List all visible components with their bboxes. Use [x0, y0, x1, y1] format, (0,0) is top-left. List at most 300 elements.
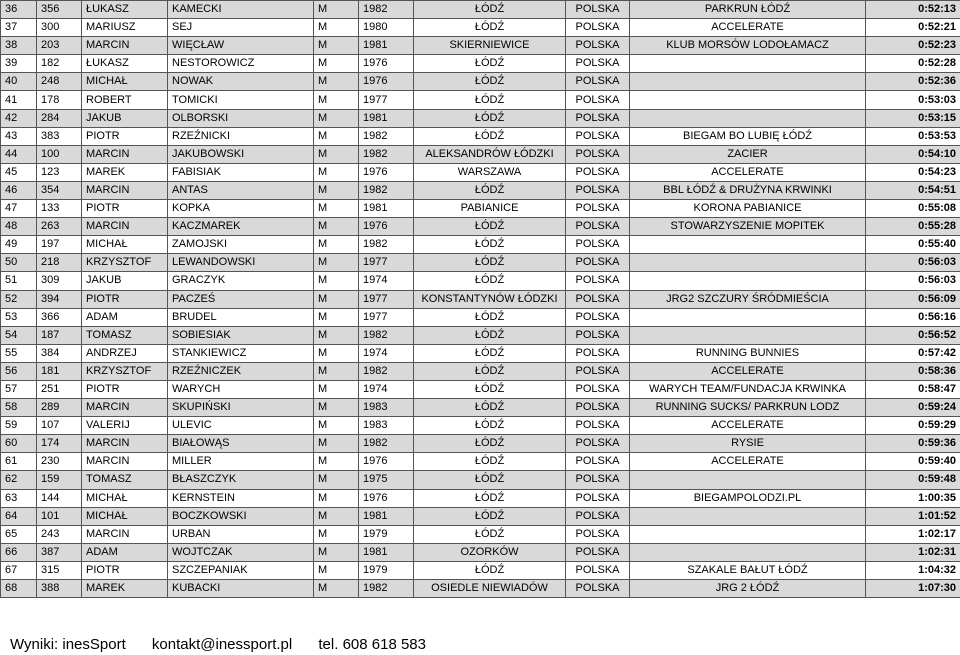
city-cell: ŁÓDŹ	[414, 417, 566, 435]
place-cell: 61	[1, 453, 37, 471]
country-cell: POLSKA	[566, 380, 630, 398]
table-row	[1, 163, 960, 181]
bib-cell: 218	[37, 254, 82, 272]
club-cell: ACCELERATE	[630, 163, 866, 181]
table-row	[1, 181, 960, 199]
bib-cell: 133	[37, 200, 82, 218]
place-cell: 68	[1, 580, 37, 598]
bib-cell: 248	[37, 73, 82, 91]
city-cell: ŁÓDŹ	[414, 453, 566, 471]
place-cell: 41	[1, 91, 37, 109]
first-name-cell: JAKUB	[82, 109, 168, 127]
city-cell: ŁÓDŹ	[414, 326, 566, 344]
country-cell: POLSKA	[566, 417, 630, 435]
bib-cell: 387	[37, 543, 82, 561]
last-name-cell: RZEŹNICZEK	[168, 362, 314, 380]
first-name-cell: ADAM	[82, 308, 168, 326]
first-name-cell: ANDRZEJ	[82, 344, 168, 362]
club-cell	[630, 91, 866, 109]
bib-cell: 203	[37, 37, 82, 55]
club-cell	[630, 55, 866, 73]
table-row	[1, 290, 960, 308]
bib-cell: 178	[37, 91, 82, 109]
country-cell: POLSKA	[566, 109, 630, 127]
bib-cell: 197	[37, 236, 82, 254]
city-cell: ŁÓDŹ	[414, 109, 566, 127]
time-cell: 0:57:42	[866, 344, 960, 362]
last-name-cell: WARYCH	[168, 380, 314, 398]
first-name-cell: MAREK	[82, 163, 168, 181]
footer-contact-email[interactable]: kontakt@inessport.pl	[151, 636, 293, 653]
first-name-cell: MARCIN	[82, 435, 168, 453]
place-cell: 56	[1, 362, 37, 380]
city-cell: ŁÓDŹ	[414, 91, 566, 109]
place-cell: 59	[1, 417, 37, 435]
time-cell: 0:54:23	[866, 163, 960, 181]
table-row	[1, 344, 960, 362]
table-row	[1, 507, 960, 525]
country-cell: POLSKA	[566, 580, 630, 598]
birth-year-cell: 1982	[359, 145, 414, 163]
country-cell: POLSKA	[566, 326, 630, 344]
sex-cell: M	[314, 290, 359, 308]
sex-cell: M	[314, 236, 359, 254]
time-cell: 0:56:03	[866, 272, 960, 290]
country-cell: POLSKA	[566, 525, 630, 543]
city-cell: OZORKÓW	[414, 543, 566, 561]
place-cell: 58	[1, 399, 37, 417]
city-cell: ŁÓDŹ	[414, 236, 566, 254]
bib-cell: 315	[37, 561, 82, 579]
country-cell: POLSKA	[566, 145, 630, 163]
city-cell: ŁÓDŹ	[414, 218, 566, 236]
time-cell: 1:01:52	[866, 507, 960, 525]
last-name-cell: JAKUBOWSKI	[168, 145, 314, 163]
table-row	[1, 399, 960, 417]
time-cell: 0:55:40	[866, 236, 960, 254]
bib-cell: 123	[37, 163, 82, 181]
birth-year-cell: 1982	[359, 1, 414, 19]
country-cell: POLSKA	[566, 37, 630, 55]
country-cell: POLSKA	[566, 272, 630, 290]
country-cell: POLSKA	[566, 471, 630, 489]
club-cell: KORONA PABIANICE	[630, 200, 866, 218]
birth-year-cell: 1974	[359, 344, 414, 362]
time-cell: 0:52:13	[866, 1, 960, 19]
birth-year-cell: 1976	[359, 163, 414, 181]
footer-phone: tel. 608 618 583	[318, 636, 426, 653]
club-cell: KLUB MORSÓW LODOŁAMACZ	[630, 37, 866, 55]
birth-year-cell: 1983	[359, 417, 414, 435]
time-cell: 1:02:31	[866, 543, 960, 561]
time-cell: 0:53:03	[866, 91, 960, 109]
time-cell: 0:52:21	[866, 19, 960, 37]
club-cell: WARYCH TEAM/FUNDACJA KRWINKA	[630, 380, 866, 398]
table-row	[1, 127, 960, 145]
birth-year-cell: 1976	[359, 73, 414, 91]
table-row	[1, 362, 960, 380]
last-name-cell: BŁASZCZYK	[168, 471, 314, 489]
last-name-cell: WIĘCŁAW	[168, 37, 314, 55]
time-cell: 0:56:52	[866, 326, 960, 344]
club-cell	[630, 254, 866, 272]
birth-year-cell: 1976	[359, 218, 414, 236]
sex-cell: M	[314, 507, 359, 525]
first-name-cell: MARCIN	[82, 525, 168, 543]
last-name-cell: RZEŹNICKI	[168, 127, 314, 145]
time-cell: 1:04:32	[866, 561, 960, 579]
country-cell: POLSKA	[566, 290, 630, 308]
place-cell: 53	[1, 308, 37, 326]
table-row	[1, 236, 960, 254]
first-name-cell: ROBERT	[82, 91, 168, 109]
club-cell: BIEGAM BO LUBIĘ ŁÓDŹ	[630, 127, 866, 145]
sex-cell: M	[314, 525, 359, 543]
time-cell: 0:58:36	[866, 362, 960, 380]
sex-cell: M	[314, 91, 359, 109]
footer	[10, 636, 448, 653]
time-cell: 0:54:51	[866, 181, 960, 199]
first-name-cell: TOMASZ	[82, 471, 168, 489]
first-name-cell: MARIUSZ	[82, 19, 168, 37]
bib-cell: 230	[37, 453, 82, 471]
table-row	[1, 91, 960, 109]
sex-cell: M	[314, 1, 359, 19]
place-cell: 62	[1, 471, 37, 489]
bib-cell: 384	[37, 344, 82, 362]
place-cell: 60	[1, 435, 37, 453]
last-name-cell: SKUPIŃSKI	[168, 399, 314, 417]
table-row	[1, 561, 960, 579]
club-cell	[630, 525, 866, 543]
time-cell: 0:58:47	[866, 380, 960, 398]
table-row	[1, 200, 960, 218]
country-cell: POLSKA	[566, 91, 630, 109]
table-row	[1, 19, 960, 37]
last-name-cell: KUBACKI	[168, 580, 314, 598]
place-cell: 65	[1, 525, 37, 543]
sex-cell: M	[314, 19, 359, 37]
last-name-cell: TOMICKI	[168, 91, 314, 109]
birth-year-cell: 1976	[359, 55, 414, 73]
first-name-cell: JAKUB	[82, 272, 168, 290]
sex-cell: M	[314, 561, 359, 579]
sex-cell: M	[314, 37, 359, 55]
club-cell: RYSIE	[630, 435, 866, 453]
bib-cell: 101	[37, 507, 82, 525]
first-name-cell: KRZYSZTOF	[82, 254, 168, 272]
city-cell: ŁÓDŹ	[414, 399, 566, 417]
city-cell: ŁÓDŹ	[414, 308, 566, 326]
club-cell	[630, 308, 866, 326]
sex-cell: M	[314, 362, 359, 380]
last-name-cell: BOCZKOWSKI	[168, 507, 314, 525]
last-name-cell: KAMECKI	[168, 1, 314, 19]
sex-cell: M	[314, 145, 359, 163]
last-name-cell: NOWAK	[168, 73, 314, 91]
sex-cell: M	[314, 380, 359, 398]
first-name-cell: TOMASZ	[82, 326, 168, 344]
table-row	[1, 543, 960, 561]
place-cell: 38	[1, 37, 37, 55]
city-cell: PABIANICE	[414, 200, 566, 218]
first-name-cell: ŁUKASZ	[82, 1, 168, 19]
place-cell: 64	[1, 507, 37, 525]
city-cell: ŁÓDŹ	[414, 55, 566, 73]
last-name-cell: GRACZYK	[168, 272, 314, 290]
place-cell: 51	[1, 272, 37, 290]
country-cell: POLSKA	[566, 55, 630, 73]
time-cell: 0:53:15	[866, 109, 960, 127]
city-cell: KONSTANTYNÓW ŁÓDZKI	[414, 290, 566, 308]
city-cell: ŁÓDŹ	[414, 181, 566, 199]
last-name-cell: FABISIAK	[168, 163, 314, 181]
table-row	[1, 37, 960, 55]
sex-cell: M	[314, 453, 359, 471]
birth-year-cell: 1979	[359, 561, 414, 579]
sex-cell: M	[314, 109, 359, 127]
time-cell: 1:00:35	[866, 489, 960, 507]
first-name-cell: KRZYSZTOF	[82, 362, 168, 380]
birth-year-cell: 1981	[359, 109, 414, 127]
table-row	[1, 417, 960, 435]
first-name-cell: PIOTR	[82, 561, 168, 579]
club-cell	[630, 236, 866, 254]
sex-cell: M	[314, 417, 359, 435]
bib-cell: 107	[37, 417, 82, 435]
birth-year-cell: 1977	[359, 308, 414, 326]
city-cell: ŁÓDŹ	[414, 344, 566, 362]
sex-cell: M	[314, 200, 359, 218]
club-cell: ACCELERATE	[630, 362, 866, 380]
place-cell: 46	[1, 181, 37, 199]
sex-cell: M	[314, 55, 359, 73]
country-cell: POLSKA	[566, 163, 630, 181]
sex-cell: M	[314, 127, 359, 145]
table-row	[1, 1, 960, 19]
sex-cell: M	[314, 73, 359, 91]
sex-cell: M	[314, 435, 359, 453]
bib-cell: 289	[37, 399, 82, 417]
country-cell: POLSKA	[566, 362, 630, 380]
first-name-cell: MICHAŁ	[82, 507, 168, 525]
country-cell: POLSKA	[566, 344, 630, 362]
first-name-cell: ADAM	[82, 543, 168, 561]
time-cell: 0:52:28	[866, 55, 960, 73]
birth-year-cell: 1976	[359, 453, 414, 471]
city-cell: ŁÓDŹ	[414, 507, 566, 525]
last-name-cell: MILLER	[168, 453, 314, 471]
first-name-cell: MICHAŁ	[82, 236, 168, 254]
sex-cell: M	[314, 399, 359, 417]
place-cell: 36	[1, 1, 37, 19]
time-cell: 0:55:08	[866, 200, 960, 218]
place-cell: 45	[1, 163, 37, 181]
time-cell: 0:52:23	[866, 37, 960, 55]
table-row	[1, 525, 960, 543]
country-cell: POLSKA	[566, 236, 630, 254]
birth-year-cell: 1981	[359, 200, 414, 218]
sex-cell: M	[314, 181, 359, 199]
last-name-cell: LEWANDOWSKI	[168, 254, 314, 272]
sex-cell: M	[314, 489, 359, 507]
birth-year-cell: 1975	[359, 471, 414, 489]
last-name-cell: SEJ	[168, 19, 314, 37]
last-name-cell: ULEVIC	[168, 417, 314, 435]
place-cell: 55	[1, 344, 37, 362]
last-name-cell: NESTOROWICZ	[168, 55, 314, 73]
last-name-cell: SZCZEPANIAK	[168, 561, 314, 579]
country-cell: POLSKA	[566, 543, 630, 561]
time-cell: 0:56:16	[866, 308, 960, 326]
last-name-cell: KERNSTEIN	[168, 489, 314, 507]
last-name-cell: ANTAS	[168, 181, 314, 199]
bib-cell: 100	[37, 145, 82, 163]
place-cell: 48	[1, 218, 37, 236]
time-cell: 0:52:36	[866, 73, 960, 91]
table-row	[1, 580, 960, 598]
club-cell	[630, 543, 866, 561]
city-cell: ŁÓDŹ	[414, 272, 566, 290]
birth-year-cell: 1977	[359, 290, 414, 308]
last-name-cell: BRUDEL	[168, 308, 314, 326]
club-cell: BIEGAMPOLODZI.PL	[630, 489, 866, 507]
time-cell: 0:53:53	[866, 127, 960, 145]
birth-year-cell: 1982	[359, 580, 414, 598]
country-cell: POLSKA	[566, 561, 630, 579]
club-cell: ACCELERATE	[630, 19, 866, 37]
birth-year-cell: 1977	[359, 254, 414, 272]
time-cell: 0:59:36	[866, 435, 960, 453]
time-cell: 1:02:17	[866, 525, 960, 543]
table-row	[1, 435, 960, 453]
place-cell: 44	[1, 145, 37, 163]
city-cell: ŁÓDŹ	[414, 561, 566, 579]
time-cell: 0:56:09	[866, 290, 960, 308]
time-cell: 0:59:29	[866, 417, 960, 435]
birth-year-cell: 1980	[359, 19, 414, 37]
first-name-cell: MARCIN	[82, 453, 168, 471]
city-cell: ŁÓDŹ	[414, 73, 566, 91]
sex-cell: M	[314, 543, 359, 561]
first-name-cell: MAREK	[82, 580, 168, 598]
time-cell: 0:59:40	[866, 453, 960, 471]
country-cell: POLSKA	[566, 73, 630, 91]
table-row	[1, 272, 960, 290]
bib-cell: 366	[37, 308, 82, 326]
sex-cell: M	[314, 580, 359, 598]
table-row	[1, 326, 960, 344]
last-name-cell: KOPKA	[168, 200, 314, 218]
place-cell: 37	[1, 19, 37, 37]
country-cell: POLSKA	[566, 308, 630, 326]
country-cell: POLSKA	[566, 254, 630, 272]
birth-year-cell: 1982	[359, 127, 414, 145]
table-row	[1, 308, 960, 326]
bib-cell: 309	[37, 272, 82, 290]
club-cell: RUNNING BUNNIES	[630, 344, 866, 362]
first-name-cell: PIOTR	[82, 127, 168, 145]
birth-year-cell: 1974	[359, 380, 414, 398]
city-cell: ŁÓDŹ	[414, 380, 566, 398]
place-cell: 54	[1, 326, 37, 344]
birth-year-cell: 1979	[359, 525, 414, 543]
first-name-cell: ŁUKASZ	[82, 55, 168, 73]
city-cell: ŁÓDŹ	[414, 362, 566, 380]
bib-cell: 354	[37, 181, 82, 199]
birth-year-cell: 1983	[359, 399, 414, 417]
birth-year-cell: 1982	[359, 236, 414, 254]
bib-cell: 394	[37, 290, 82, 308]
time-cell: 0:54:10	[866, 145, 960, 163]
country-cell: POLSKA	[566, 181, 630, 199]
bib-cell: 356	[37, 1, 82, 19]
time-cell: 0:59:24	[866, 399, 960, 417]
time-cell: 0:56:03	[866, 254, 960, 272]
birth-year-cell: 1982	[359, 435, 414, 453]
bib-cell: 383	[37, 127, 82, 145]
bib-cell: 181	[37, 362, 82, 380]
sex-cell: M	[314, 254, 359, 272]
city-cell: ŁÓDŹ	[414, 525, 566, 543]
club-cell: RUNNING SUCKS/ PARKRUN LODZ	[630, 399, 866, 417]
club-cell: STOWARZYSZENIE MOPITEK	[630, 218, 866, 236]
last-name-cell: PACZEŚ	[168, 290, 314, 308]
table-row	[1, 453, 960, 471]
country-cell: POLSKA	[566, 453, 630, 471]
first-name-cell: MARCIN	[82, 399, 168, 417]
city-cell: ŁÓDŹ	[414, 127, 566, 145]
club-cell: JRG 2 ŁÓDŹ	[630, 580, 866, 598]
last-name-cell: SOBIESIAK	[168, 326, 314, 344]
last-name-cell: STANKIEWICZ	[168, 344, 314, 362]
city-cell: ALEKSANDRÓW ŁÓDZKI	[414, 145, 566, 163]
table-row	[1, 471, 960, 489]
table-row	[1, 380, 960, 398]
city-cell: SKIERNIEWICE	[414, 37, 566, 55]
birth-year-cell: 1976	[359, 489, 414, 507]
first-name-cell: PIOTR	[82, 380, 168, 398]
bib-cell: 187	[37, 326, 82, 344]
place-cell: 63	[1, 489, 37, 507]
first-name-cell: MICHAŁ	[82, 489, 168, 507]
country-cell: POLSKA	[566, 200, 630, 218]
country-cell: POLSKA	[566, 507, 630, 525]
club-cell	[630, 109, 866, 127]
footer-results-by: Wyniki: inesSport	[10, 636, 126, 653]
city-cell: ŁÓDŹ	[414, 471, 566, 489]
country-cell: POLSKA	[566, 127, 630, 145]
place-cell: 66	[1, 543, 37, 561]
bib-cell: 174	[37, 435, 82, 453]
birth-year-cell: 1982	[359, 181, 414, 199]
city-cell: ŁÓDŹ	[414, 19, 566, 37]
first-name-cell: MARCIN	[82, 218, 168, 236]
club-cell: PARKRUN ŁÓDŹ	[630, 1, 866, 19]
country-cell: POLSKA	[566, 1, 630, 19]
last-name-cell: OLBORSKI	[168, 109, 314, 127]
club-cell: BBL ŁÓDŹ & DRUŻYNA KRWINKI	[630, 181, 866, 199]
club-cell	[630, 471, 866, 489]
table-row	[1, 254, 960, 272]
club-cell	[630, 507, 866, 525]
club-cell	[630, 326, 866, 344]
country-cell: POLSKA	[566, 435, 630, 453]
place-cell: 43	[1, 127, 37, 145]
place-cell: 47	[1, 200, 37, 218]
sex-cell: M	[314, 308, 359, 326]
birth-year-cell: 1982	[359, 362, 414, 380]
